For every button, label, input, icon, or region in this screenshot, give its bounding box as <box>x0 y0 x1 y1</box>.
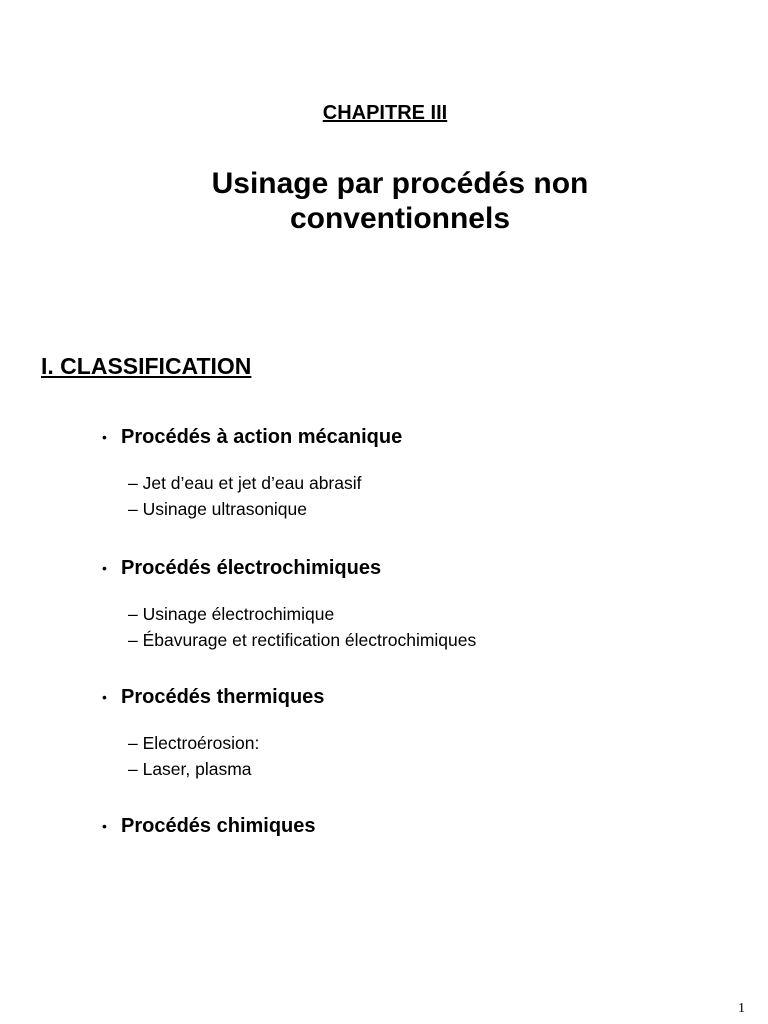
classification-group-electrochemical <box>102 555 742 653</box>
bullet-icon: • <box>102 689 107 705</box>
sub-item: – Jet d’eau et jet d’eau abrasif <box>128 473 362 493</box>
classification-group-mechanical <box>102 424 742 522</box>
bullet-icon: • <box>102 429 107 445</box>
chapter-heading <box>0 100 768 126</box>
classification-group-chemical <box>102 813 742 839</box>
sub-list <box>102 730 742 782</box>
sub-list <box>102 470 742 522</box>
sub-item: – Usinage électrochimique <box>128 604 335 624</box>
chapter-label: CHAPITRE III <box>322 102 448 124</box>
bullet-label: Procédés électrochimiques <box>121 557 382 579</box>
sub-item: – Laser, plasma <box>128 759 252 779</box>
section-heading: I. CLASSIFICATION <box>41 353 252 379</box>
bullet-item <box>102 813 742 839</box>
document-title: Usinage par procédés non conventionnels <box>211 167 589 235</box>
sub-list <box>102 601 742 653</box>
bullet-item <box>102 684 742 710</box>
classification-group-thermal <box>102 684 742 782</box>
bullet-label: Procédés à action mécanique <box>121 426 403 448</box>
page-number: 1 <box>738 1001 745 1016</box>
bullet-label: Procédés thermiques <box>121 686 325 708</box>
bullet-item <box>102 424 742 450</box>
bullet-label: Procédés chimiques <box>121 815 316 837</box>
sub-item: – Electroérosion: <box>128 733 260 753</box>
bullet-icon: • <box>102 818 107 834</box>
sub-item: – Usinage ultrasonique <box>128 499 308 519</box>
bullet-icon: • <box>102 560 107 576</box>
sub-item: – Ébavurage et rectification électrochimiques <box>128 630 477 650</box>
bullet-item <box>102 555 742 581</box>
